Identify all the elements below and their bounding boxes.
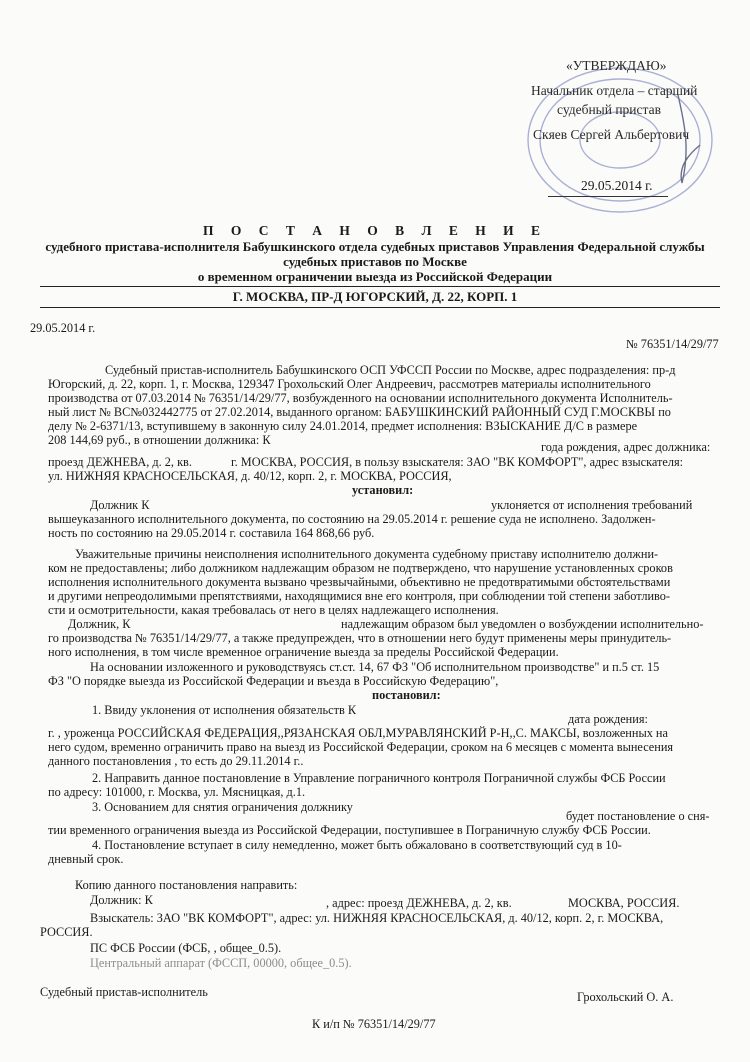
resolution-line: дневный срок.: [48, 852, 124, 866]
subtitle-line-2: судебных приставов по Москве: [283, 254, 467, 269]
findings-line: сти и осмотрительности, какая требовалась от него в целях надлежащего исполнения.: [48, 603, 499, 617]
established-heading: установил:: [352, 483, 414, 497]
findings-line: вышеуказанного исполнительного документа, по состоянию на 29.05.2014 г. решение суда не исполнено. Задолжен-: [48, 512, 656, 526]
copies-claimant: Взыскатель: ЗАО "ВК КОМФОРТ", адрес: ул. НИЖНЯЯ КРАСНОСЕЛЬСКАЯ, д. 40/12, корп. 2, г. МОСКВА,: [90, 911, 664, 925]
subtitle-line-3: о временном ограничении выезда из Российской Федерации: [197, 269, 553, 284]
findings-line: надлежащим образом был уведомлен о возбуждении исполнительно-: [341, 617, 704, 631]
copies-debtor: МОСКВА, РОССИЯ.: [568, 896, 680, 910]
intro-line: делу № 2-6371/13, вступившему в законную силу 24.01.2014, предмет исполнения: ВЗЫСКАНИЕ Д/С в размере: [48, 419, 638, 433]
resolution-line: 1. Ввиду уклонения от исполнения обязательств К: [92, 703, 357, 717]
findings-line: ность по состоянию на 29.05.2014 г. составила 164 868,66 руб.: [48, 526, 375, 540]
office-address: Г. МОСКВА, ПР-Д ЮГОРСКИЙ, Д. 22, КОРП. 1: [232, 289, 518, 304]
intro-line: проезд ДЕЖНЕВА, д. 2, кв.: [48, 455, 192, 469]
document-date: 29.05.2014 г.: [30, 321, 96, 335]
resolution-line: тии временного ограничения выезда из Российской Федерации, поступившее в Пограничную службу ФСБ России.: [48, 823, 651, 837]
approve-label: «УТВЕРЖДАЮ»: [566, 58, 667, 73]
approval-date-underline: [548, 196, 668, 197]
copies-central: Центральный аппарат (ФССП, 00000, общее_0.5).: [90, 956, 352, 970]
resolution-line: данного постановления , то есть до 29.11.2014 г..: [48, 754, 304, 768]
copies-heading: Копию данного постановления направить:: [75, 878, 298, 892]
footer-reference: К и/п № 76351/14/29/77: [312, 1017, 436, 1031]
findings-line: и другими непреодолимыми препятствиями, находящимися вне его контроля, при соблюдении той степени заботливо-: [48, 589, 671, 603]
findings-line: Уважительные причины неисполнения исполнительного документа судебному приставу исполнителю должни-: [75, 547, 659, 561]
findings-line: уклоняется от исполнения требований: [491, 498, 693, 512]
findings-line: Должник К: [90, 498, 150, 512]
findings-line: го производства № 76351/14/29/77, а также предупрежден, что в отношении него будут применены меры принудитель-: [48, 631, 672, 645]
resolution-line: 3. Основанием для снятия ограничения должнику: [92, 800, 353, 814]
resolution-line: г. , уроженца РОССИЙСКАЯ ФЕДЕРАЦИЯ,,РЯЗАНСКАЯ ОБЛ,МУРАВЛЯНСКИЙ Р-Н,,С. МАКСЫ, возложенных на: [48, 726, 668, 740]
copies-claimant: РОССИЯ.: [40, 925, 93, 939]
findings-line: ком не предоставлены; либо должником надлежащим образом не подтверждено, что нарушение установленных сроков: [48, 561, 673, 575]
intro-line: 208 144,69 руб., в отношении должника: К: [48, 433, 271, 447]
divider: [40, 286, 720, 287]
approver-position-2: судебный пристав: [557, 102, 661, 117]
resolution-line: 2. Направить данное постановление в Управление пограничного контроля Пограничной службы ФСБ России: [92, 771, 666, 785]
resolved-heading: постановил:: [372, 688, 441, 702]
approver-name: Скяев Сергей Альбертович: [533, 127, 690, 142]
findings-line: ного исполнения, в том числе временное ограничение выезда за пределы Российской Федерации.: [48, 645, 559, 659]
signature-name: Грохольский О. А.: [577, 990, 674, 1004]
copies-debtor: , адрес: проезд ДЕЖНЕВА, д. 2, кв.: [326, 896, 512, 910]
document-title: П О С Т А Н О В Л Е Н И Е: [202, 223, 548, 238]
approver-position-1: Начальник отдела – старший: [531, 83, 698, 98]
resolution-line: 4. Постановление вступает в силу немедленно, может быть обжаловано в соответствующий суд в 10-: [92, 838, 622, 852]
approval-date: 29.05.2014 г.: [581, 178, 653, 193]
intro-line: года рождения, адрес должника:: [541, 440, 711, 454]
intro-line: Югорский, д. 22, корп. 1, г. Москва, 129347 Грохольский Олег Андреевич, рассмотрев материалы исполнительного: [48, 377, 651, 391]
intro-line: ул. НИЖНЯЯ КРАСНОСЕЛЬСКАЯ, д. 40/12, корп. 2, г. МОСКВА, РОССИЯ,: [48, 469, 452, 483]
subtitle-line-1: судебного пристава-исполнителя Бабушкинского отдела судебных приставов Управления Федеральной службы: [45, 239, 705, 254]
resolution-line: будет постановление о сня-: [566, 809, 710, 823]
findings-line: ФЗ "О порядке выезда из Российской Федерации и въезда в Российскую Федерацию",: [48, 674, 499, 688]
findings-line: исполнения исполнительного документа вызвано чрезвычайными, объективно не предотвратимыми обстоятельствами: [48, 575, 671, 589]
intro-line: Судебный пристав-исполнитель Бабушкинского ОСП УФССП России по Москве, адрес подразделения: пр-д: [105, 363, 676, 377]
resolution-line: по адресу: 101000, г. Москва, ул. Мясницкая, д.1.: [48, 785, 306, 799]
copies-fsb: ПС ФСБ России (ФСБ, , общее_0.5).: [90, 941, 282, 955]
copies-debtor: Должник: К: [90, 893, 153, 907]
divider: [40, 307, 720, 308]
intro-line: ный лист № ВС№032442775 от 27.02.2014, выданного органом: БАБУШКИНСКИЙ РАЙОННЫЙ СУД Г.МОСКВЫ по: [48, 405, 671, 419]
findings-line: На основании изложенного и руководствуясь ст.ст. 14, 67 ФЗ "Об исполнительном производстве" и п.5 ст. 15: [90, 660, 660, 674]
intro-line: г. МОСКВА, РОССИЯ, в пользу взыскателя: ЗАО "ВК КОМФОРТ", адрес взыскателя:: [231, 455, 684, 469]
resolution-line: дата рождения:: [568, 712, 648, 726]
findings-line: Должник, К: [68, 617, 131, 631]
signature-role: Судебный пристав-исполнитель: [40, 985, 208, 999]
intro-line: производства от 07.03.2014 № 76351/14/29/77, возбужденного на основании исполнительного документа Исполнитель-: [48, 391, 673, 405]
resolution-line: него судом, временно ограничить право на выезд из Российской Федерации, сроком на 6 месяцев с момента вынесения: [48, 740, 674, 754]
document-number: № 76351/14/29/77: [626, 337, 719, 351]
